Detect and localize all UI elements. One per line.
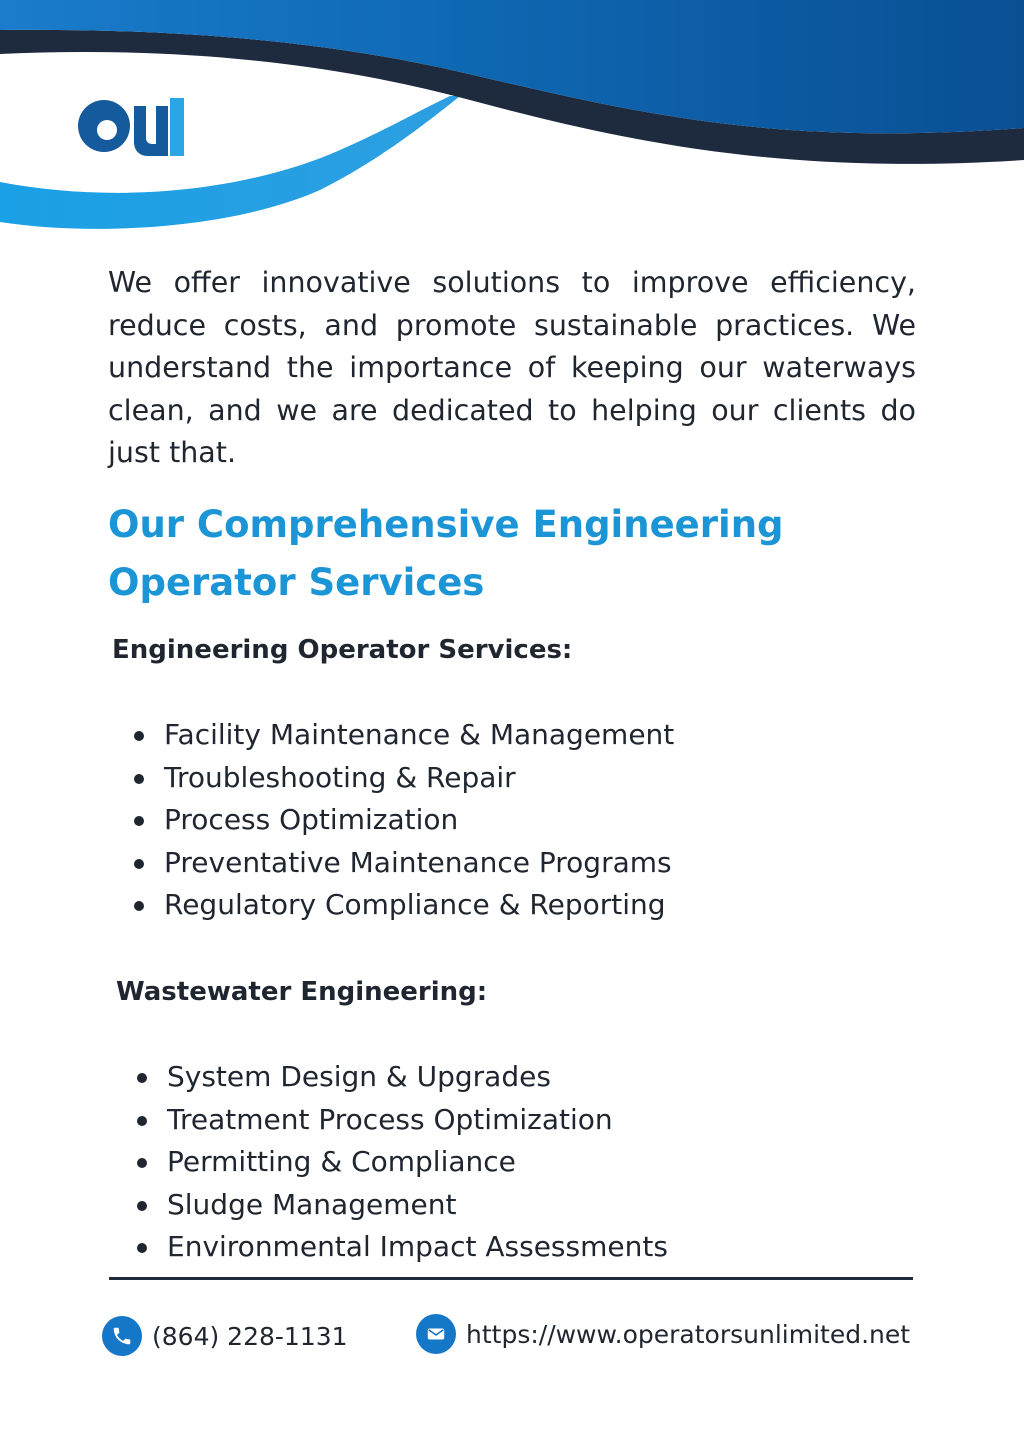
list-item xyxy=(135,1184,668,1227)
list-item-label: Process Optimization xyxy=(164,803,459,837)
engineering-section-heading: Engineering Operator Services: xyxy=(112,635,573,665)
bullet-icon xyxy=(137,1243,147,1253)
page-title-line-1: Our Comprehensive Engineering xyxy=(108,503,784,546)
list-item xyxy=(135,1141,668,1184)
bullet-icon xyxy=(134,859,144,869)
list-item xyxy=(132,842,674,885)
wastewater-section-heading: Wastewater Engineering: xyxy=(116,977,488,1007)
list-item-label: Permitting & Compliance xyxy=(167,1145,516,1179)
bullet-icon xyxy=(137,1116,147,1126)
list-item xyxy=(132,799,674,842)
website-link[interactable]: https://www.operatorsunlimited.net xyxy=(466,1319,911,1349)
list-item xyxy=(132,714,674,757)
list-item xyxy=(132,884,674,927)
list-item xyxy=(135,1226,668,1269)
bullet-icon xyxy=(134,731,144,741)
list-item-label: Preventative Maintenance Programs xyxy=(164,845,672,879)
contact-website[interactable] xyxy=(416,1314,910,1354)
page-title-line-2: Operator Services xyxy=(108,561,485,604)
mail-icon xyxy=(416,1314,456,1354)
list-item-label: Troubleshooting & Repair xyxy=(164,760,516,794)
list-item-label: Environmental Impact Assessments xyxy=(167,1230,668,1264)
intro-paragraph: We offer innovative solutions to improve efficiency, reduce costs, and promote sustainable practices. We understand the importance of keeping our waterways clean, and we are dedicated to helping our clients do just that. xyxy=(108,266,916,469)
phone-icon xyxy=(102,1316,142,1356)
bullet-icon xyxy=(137,1158,147,1168)
list-item-label: Facility Maintenance & Management xyxy=(164,718,675,751)
list-item-label: Sludge Management xyxy=(167,1187,457,1221)
engineering-services-list xyxy=(132,714,674,927)
bullet-icon xyxy=(137,1073,147,1083)
page-title xyxy=(108,496,868,612)
bullet-icon xyxy=(137,1201,147,1211)
list-item xyxy=(135,1099,668,1142)
footer-divider xyxy=(109,1277,913,1280)
bullet-icon xyxy=(134,774,144,784)
list-item-label: System Design & Upgrades xyxy=(167,1060,551,1093)
list-item-label: Treatment Process Optimization xyxy=(167,1102,613,1136)
list-item xyxy=(132,757,674,800)
list-item-label: Regulatory Compliance & Reporting xyxy=(164,888,666,922)
bullet-icon xyxy=(134,901,144,911)
company-logo xyxy=(72,88,188,160)
wastewater-services-list xyxy=(135,1056,668,1269)
contact-phone[interactable] xyxy=(102,1316,348,1356)
bullet-icon xyxy=(134,816,144,826)
list-item xyxy=(135,1056,668,1099)
phone-number: (864) 228-1131 xyxy=(152,1321,348,1351)
